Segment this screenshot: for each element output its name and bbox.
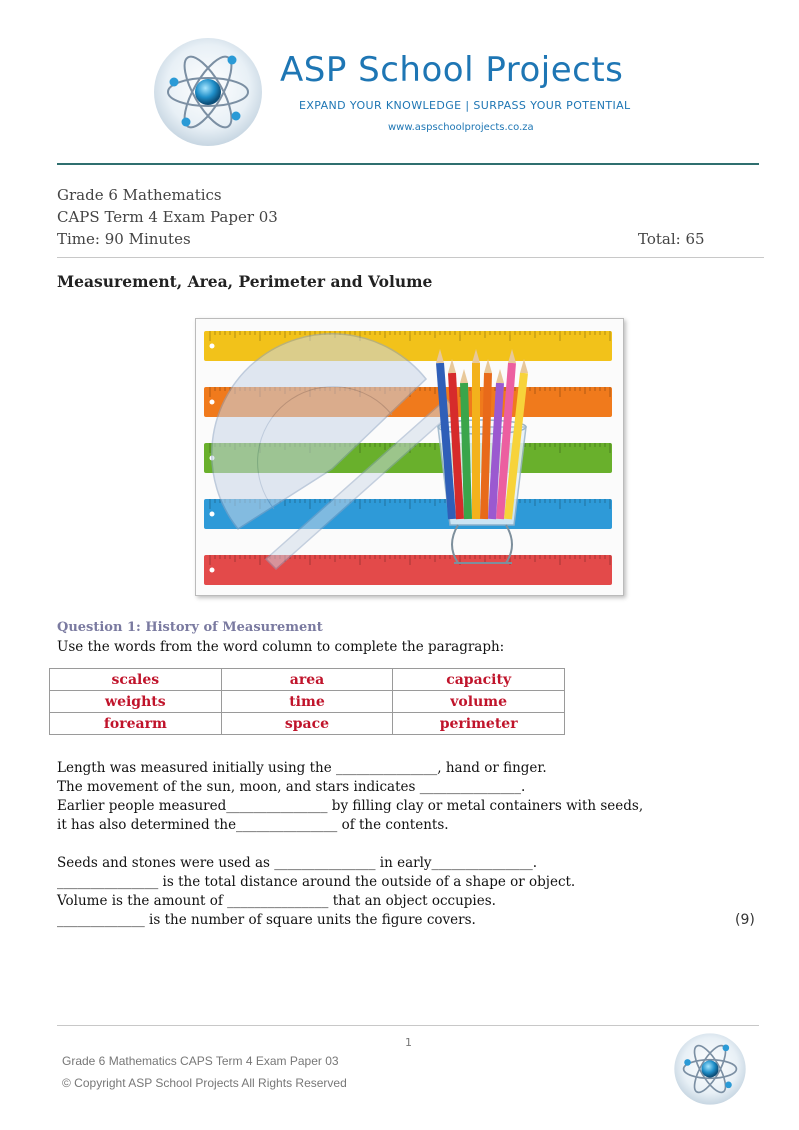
word-cell: volume	[393, 691, 565, 713]
word-cell: perimeter	[393, 713, 565, 735]
footer-paper-title: Grade 6 Mathematics CAPS Term 4 Exam Paper 03	[62, 1054, 339, 1068]
meta-total: Total: 65	[638, 230, 705, 248]
word-cell: time	[221, 691, 393, 713]
question-heading: Question 1: History of Measurement	[57, 620, 323, 635]
section-title: Measurement, Area, Perimeter and Volume	[57, 272, 433, 291]
brand-url[interactable]: www.aspschoolprojects.co.za	[388, 122, 534, 133]
paragraph-line: Seeds and stones were used as _______________ in early_______________.	[57, 855, 538, 871]
word-cell: scales	[50, 669, 222, 691]
rulers-pencils-illustration	[195, 318, 624, 596]
meta-paper: CAPS Term 4 Exam Paper 03	[57, 208, 278, 226]
atom-logo-icon	[152, 36, 264, 148]
header-divider	[57, 163, 759, 165]
atom-logo-icon	[673, 1032, 747, 1106]
word-cell: area	[221, 669, 393, 691]
word-cell: forearm	[50, 713, 222, 735]
table-row	[50, 669, 565, 691]
paragraph-line: Earlier people measured_______________ by filling clay or metal containers with seeds,	[57, 798, 644, 814]
paragraph-line: _____________ is the number of square units the figure covers.	[57, 912, 476, 928]
meta-grade: Grade 6 Mathematics	[57, 186, 222, 204]
meta-time: Time: 90 Minutes	[57, 230, 191, 248]
paragraph-line: The movement of the sun, moon, and stars indicates _______________.	[57, 779, 526, 795]
paragraph-line: Volume is the amount of _______________ that an object occupies.	[57, 893, 496, 909]
word-column-table	[49, 668, 565, 735]
ruler-icon	[204, 555, 612, 585]
word-cell: weights	[50, 691, 222, 713]
paragraph-line: _______________ is the total distance around the outside of a shape or object.	[57, 874, 576, 890]
footer-copyright: © Copyright ASP School Projects All Rights Reserved	[62, 1076, 347, 1090]
section-divider	[57, 257, 764, 258]
table-row	[50, 691, 565, 713]
brand-title: ASP School Projects	[280, 50, 624, 90]
page-number: 1	[405, 1036, 412, 1049]
question-instruction: Use the words from the word column to complete the paragraph:	[57, 639, 505, 655]
pencil-icon	[472, 349, 480, 519]
paragraph-line: Length was measured initially using the _______________, hand or finger.	[57, 760, 547, 776]
question-marks: (9)	[735, 912, 755, 928]
word-cell: space	[221, 713, 393, 735]
paragraph-line: it has also determined the_______________ of the contents.	[57, 817, 449, 833]
footer-divider	[57, 1025, 759, 1026]
word-cell: capacity	[393, 669, 565, 691]
table-row	[50, 713, 565, 735]
brand-tagline: EXPAND YOUR KNOWLEDGE | SURPASS YOUR POTENTIAL	[299, 99, 631, 112]
